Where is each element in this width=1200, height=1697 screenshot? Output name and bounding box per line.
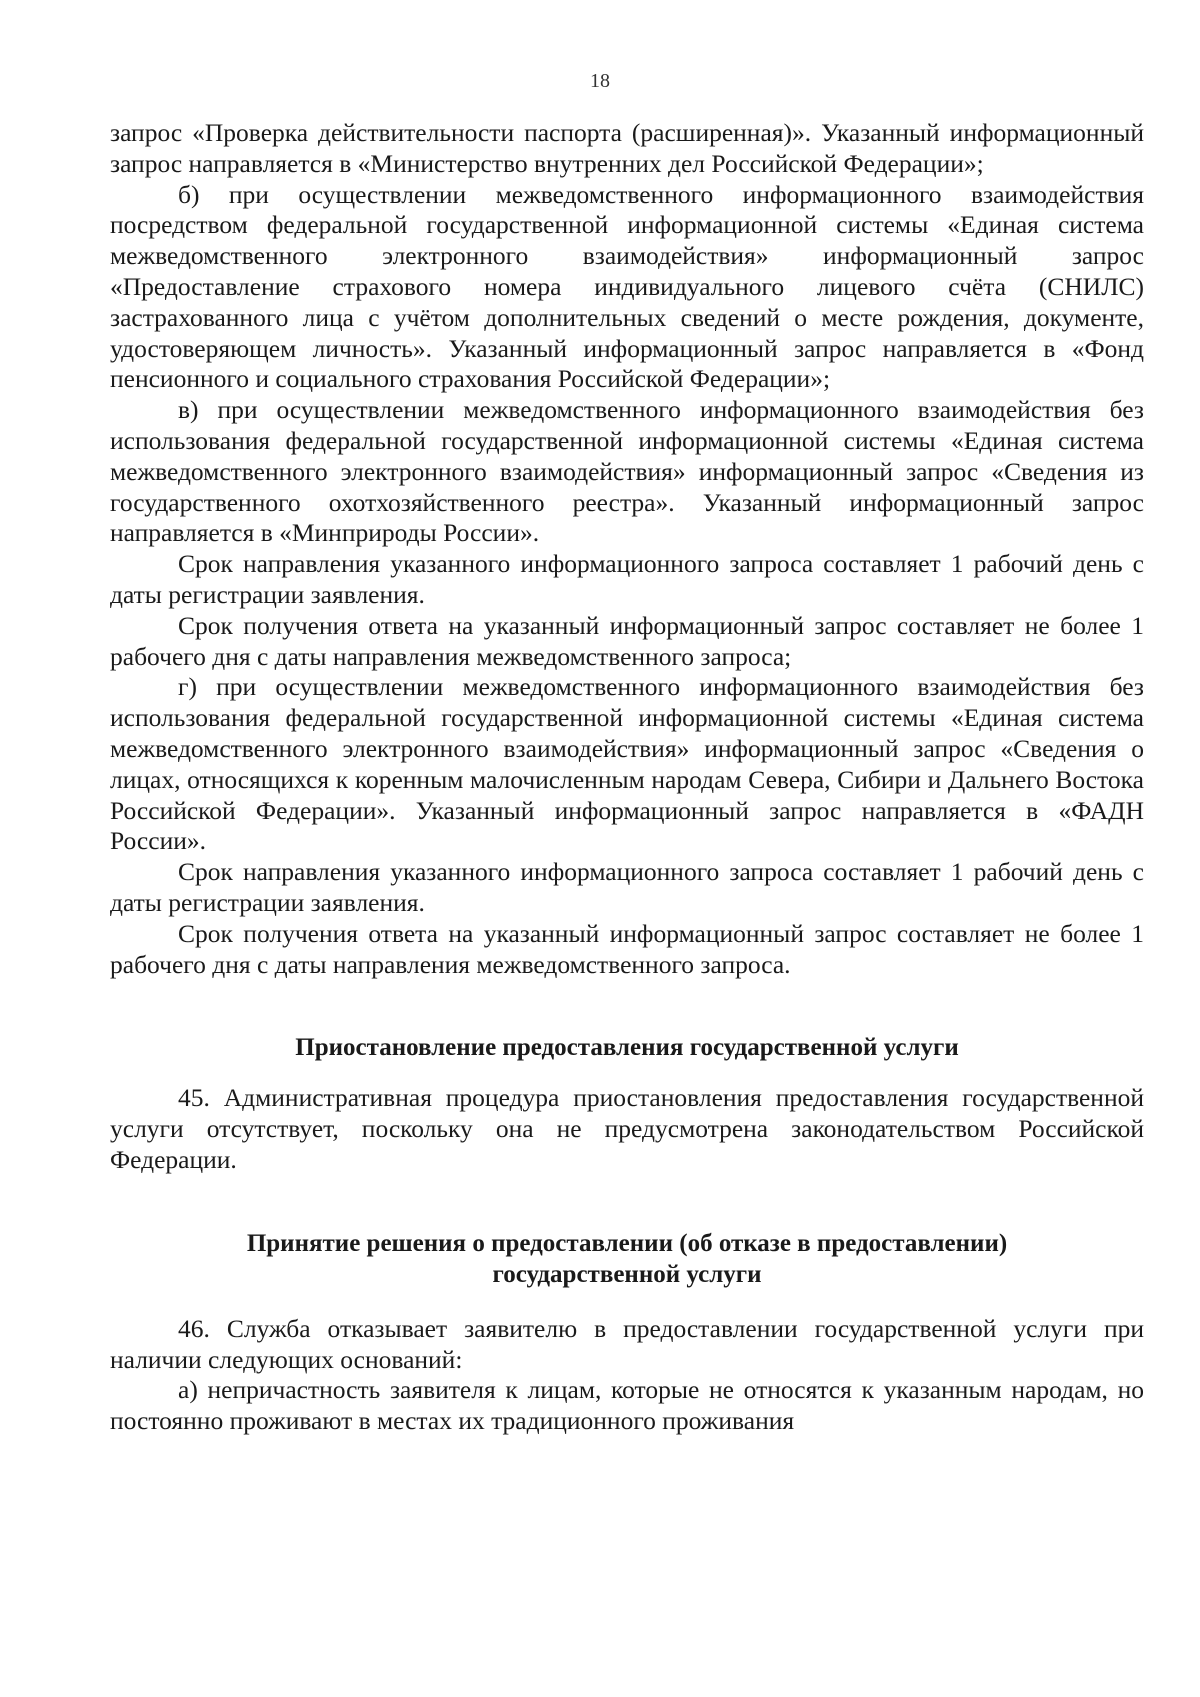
paragraph: г) при осуществлении межведомственного информационного взаимодействия без использования федеральной государственной информационной системы «Единая система межведомственного электронного взаимодействия» информационный запрос «Сведения о лицах, относящихся к коренным малочисленным народам Севера, Сибири и Дальнего Востока Российской Федерации». Указанный информационный запрос направляется в «ФАДН России». — [110, 672, 1144, 856]
paragraph: запрос «Проверка действительности паспорта (расширенная)». Указанный информационный запрос направляется в «Министерство внутренних дел Российской Федерации»; — [110, 118, 1144, 178]
document-body — [110, 118, 1144, 1437]
paragraph: в) при осуществлении межведомственного информационного взаимодействия без использования федеральной государственной информационной системы «Единая система межведомственного электронного взаимодействия» информационный запрос «Сведения из государственного охотхозяйственного реестра». Указанный информационный запрос направляется в «Минприроды России». — [110, 395, 1144, 548]
paragraph: Срок получения ответа на указанный информационный запрос составляет не более 1 рабочего дня с даты направления межведомственного запроса. — [110, 918, 1144, 979]
section-heading: Приостановление предоставления государственной услуги — [295, 1034, 959, 1062]
paragraph: а) непричастность заявителя к лицам, которые не относятся к указанным народам, но постоянно проживают в местах их традиционного проживания — [110, 1375, 1144, 1436]
section-heading-line: государственной услуги — [492, 1260, 762, 1288]
paragraph: 45. Административная процедура приостановления предоставления государственной услуги отсутствует, поскольку она не предусмотрена законодательством Российской Федерации. — [110, 1083, 1144, 1174]
paragraph: б) при осуществлении межведомственного информационного взаимодействия посредством федеральной государственной информационной системы «Единая система межведомственного электронного взаимодействия» информационный запрос «Предоставление страхового номера индивидуального лицевого счёта (СНИЛС) застрахованного лица с учётом дополнительных сведений о месте рождения, документе, удостоверяющем личность». Указанный информационный запрос направляется в «Фонд пенсионного и социального страхования Российской Федерации»; — [110, 179, 1144, 394]
paragraph: 46. Служба отказывает заявителю в предоставлении государственной услуги при наличии следующих оснований: — [110, 1313, 1144, 1374]
page-number: 18 — [590, 70, 610, 92]
paragraph: Срок получения ответа на указанный информационный запрос составляет не более 1 рабочего дня с даты направления межведомственного запроса; — [110, 610, 1144, 671]
section-heading-line: Принятие решения о предоставлении (об отказе в предоставлении) — [246, 1229, 1008, 1257]
paragraph: Срок направления указанного информационного запроса составляет 1 рабочий день с даты регистрации заявления. — [110, 549, 1144, 609]
section-heading — [110, 1228, 1144, 1290]
paragraph: Срок направления указанного информационного запроса составляет 1 рабочий день с даты регистрации заявления. — [110, 857, 1144, 917]
